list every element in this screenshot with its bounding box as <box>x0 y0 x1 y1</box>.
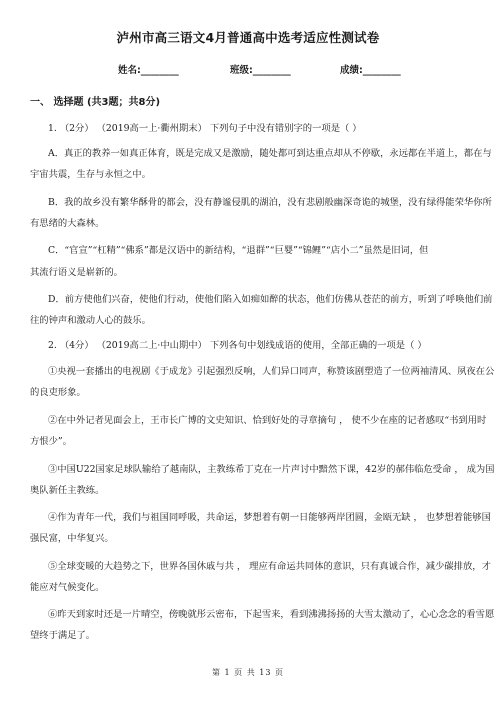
q1-option-a-line-2: 宇宙共震，生存与永恒之中。 <box>30 169 151 180</box>
q2-sentence-4-line-2: 强民富，中华复兴。 <box>30 533 114 544</box>
q1-option-d-line-1[interactable]: D．前方使他们兴奋，使他们行动，使他们陷入如痴如醉的状态，他们仿佛从苍茫的前方，听到了呼唤他们前 <box>48 294 493 305</box>
q2-sentence-4-line-1: ④作为青年一代，我们与祖国同呼吸，共命运，梦想着有朝一日能够两岸团圆，金瓯无缺 ， 也梦想着能够国 <box>48 512 491 523</box>
q1-option-b-line-1[interactable]: B．我的故乡没有繁华酥骨的都会，没有静谧侵肌的湖泊，没有悲剧般幽深奇诡的城堡，没有绿得能荣华你所 <box>48 197 492 208</box>
q2-sentence-6-line-1: ⑥昨天到家时还是一片晴空，傍晚就彤云密布，下起雪来，看到沸沸扬扬的大雪太激动了，心心念念的看雪愿 <box>48 609 495 620</box>
q1-option-d-line-2: 往的钟声和激动人心的鼓乐。 <box>30 315 151 326</box>
class-field[interactable]: 班级:________ <box>230 65 291 76</box>
q1-option-c-line-1[interactable]: C．“官宣”“杠精”“佛系”都是汉语中的新结构，“退群”“巨婴”“锦鲤”“店小二”虽然是旧词，但 <box>48 245 429 256</box>
q2-sentence-5-line-1: ⑤全球变暖的大趋势之下，世界各国休戚与共 ， 理应有命运共同体的意识，只有真诚合作，减少碳排放，才 <box>48 561 491 572</box>
q1-option-b-line-2: 有思绪的大森林。 <box>30 218 105 229</box>
q2-sentence-1-line-1: ①央视一套播出的电视剧《于成龙》引起强烈反响，人们异口同声，称赞该剧塑造了一位两袖清风、夙夜在公 <box>48 366 495 377</box>
question-1-stem: 1. （2分） （2019高一上·衢州期末） 下列句子中没有错别字的一项是（ ） <box>48 123 362 134</box>
section-heading: 一、 选择题 (共3题；共8分) <box>30 97 161 108</box>
page-title: 泸州市高三语文4月普通高中选考适应性测试卷 <box>116 30 380 45</box>
q2-sentence-2-line-1: ②在中外记者见面会上，王市长广博的文史知识、恰到好处的寻章摘句 ， 使不少在座的记者感叹“书到用时 <box>48 415 487 426</box>
score-field[interactable]: 成绩:________ <box>340 65 401 76</box>
q2-sentence-5-line-2: 能应对气候变化。 <box>30 582 105 593</box>
q2-sentence-2-line-2: 方恨少”。 <box>30 436 72 447</box>
name-field[interactable]: 姓名:________ <box>118 65 179 76</box>
q2-sentence-1-line-2: 的良吏形象。 <box>30 387 86 398</box>
q1-option-a-line-1[interactable]: A．真正的教养一如真正体育，既是完成又是激励，随处都可到达重点却从不停歇，永远都在半道上，都在与 <box>48 148 492 159</box>
page-number-footer: 第 1 页 共 13 页 <box>212 668 284 677</box>
question-2-stem: 2. （4分） （2019高二上·中山期中） 下列各句中划线成语的使用，全部正确的一项是（ ） <box>48 340 427 351</box>
q1-option-c-line-2: 其流行语义是崭新的。 <box>30 267 123 278</box>
student-info-row <box>0 62 496 76</box>
q2-sentence-3-line-2: 奥队新任主教练。 <box>30 485 105 496</box>
q2-sentence-6-line-2: 望终于满足了。 <box>30 630 96 641</box>
q2-sentence-3-line-1: ③中国U22国家足球队输给了越南队，主教练希丁克在一片声讨中黯然下课，42岁的郝伟临危受命 ， 成为国 <box>48 464 495 475</box>
